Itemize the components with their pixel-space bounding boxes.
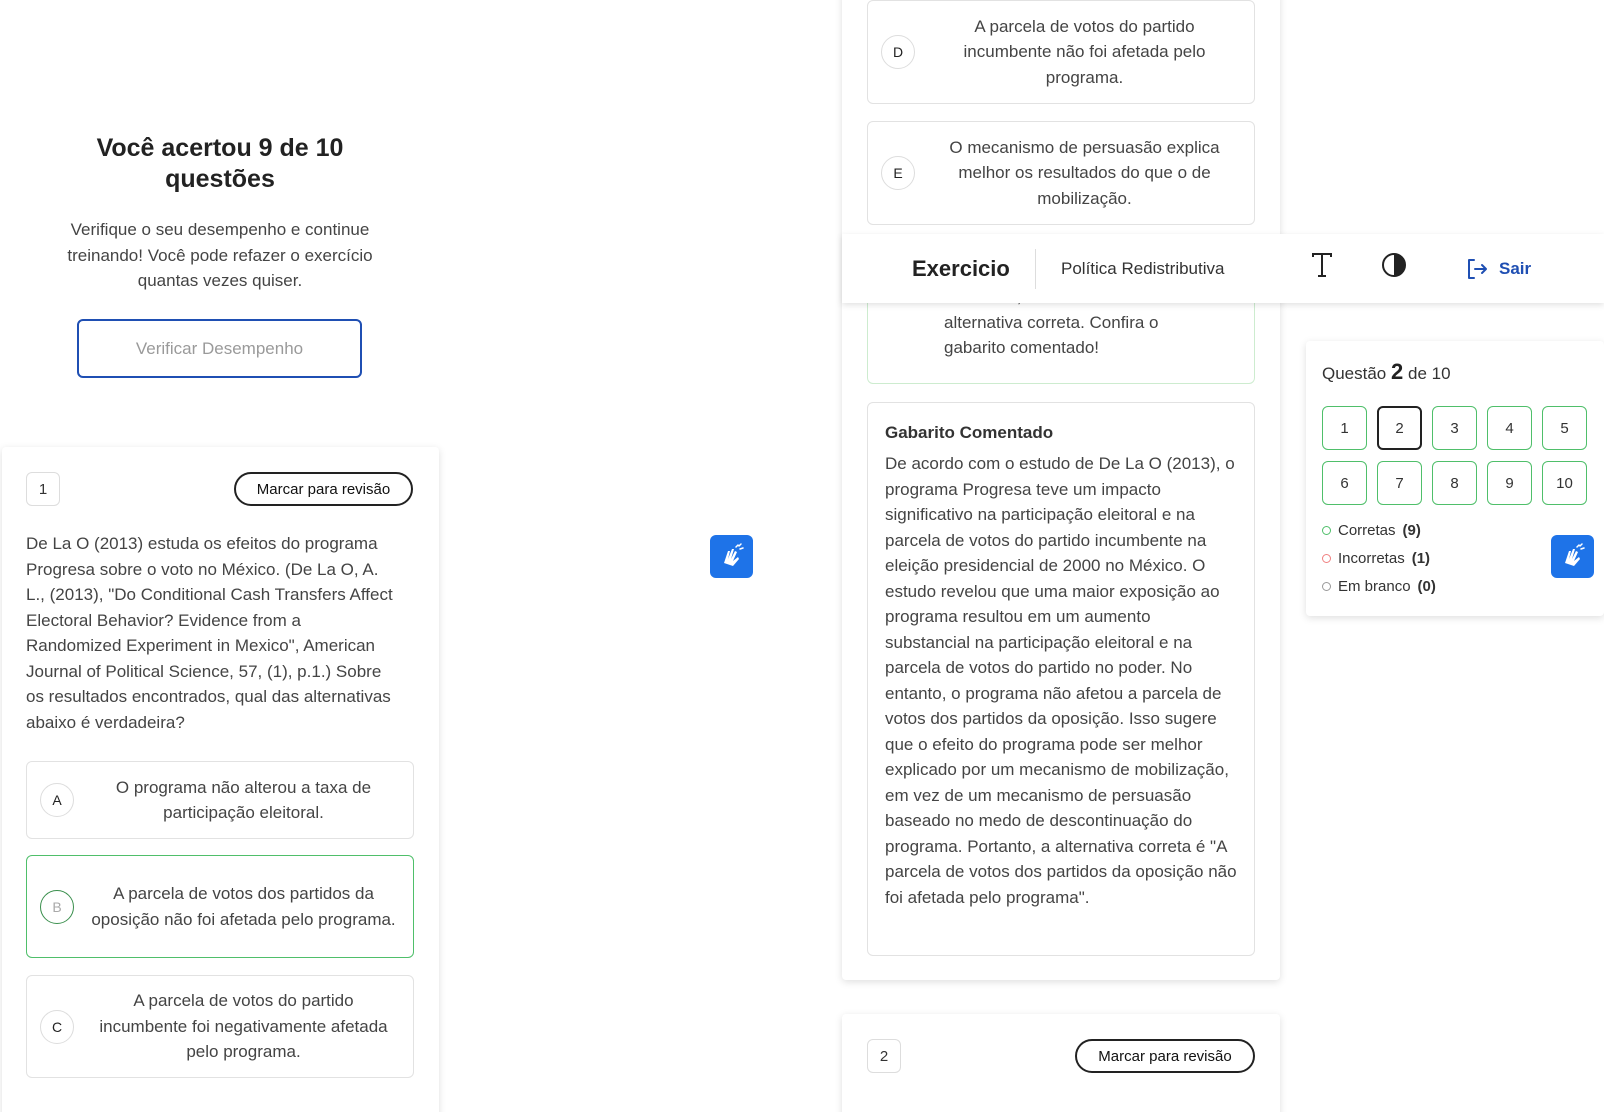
- contrast-icon[interactable]: [1358, 252, 1430, 285]
- legend-incorrect: Incorretas (1): [1322, 550, 1430, 567]
- feedback-text: alternativa correta. Confira o gabarito comentado!: [944, 312, 1159, 357]
- alternative-text: O programa não alterou a taxa de participação eleitoral.: [115, 777, 372, 822]
- alternative-d[interactable]: [867, 0, 1255, 104]
- question-card-2: [842, 1014, 1280, 1112]
- nav-question-10[interactable]: 10: [1542, 461, 1587, 505]
- sign-language-icon: [1559, 543, 1587, 571]
- alternative-letter: D: [881, 35, 915, 69]
- legend-correct: Corretas (9): [1322, 522, 1421, 539]
- nav-question-9[interactable]: 9: [1487, 461, 1532, 505]
- nav-question-7[interactable]: 7: [1377, 461, 1422, 505]
- correct-dot-icon: [1322, 526, 1331, 535]
- current-question: 2: [1391, 359, 1404, 384]
- alternative-b[interactable]: [26, 855, 414, 958]
- alternative-e[interactable]: [867, 121, 1255, 225]
- nav-question-6[interactable]: 6: [1322, 461, 1367, 505]
- nav-question-4[interactable]: 4: [1487, 406, 1532, 450]
- result-description: Verifique o seu desempenho e continue treinando! Você pode refazer o exercício quantas vezes quiser.: [67, 220, 373, 290]
- alternative-text: O mecanismo de persuasão explica melhor os resultados do que o de mobilização.: [949, 137, 1220, 208]
- alternative-a[interactable]: [26, 761, 414, 839]
- text-size-icon[interactable]: [1286, 252, 1358, 285]
- navigator-title: Questão 2 de 10: [1322, 359, 1451, 384]
- exit-label: Sair: [1499, 258, 1532, 278]
- commentary-title: Gabarito Comentado: [885, 423, 1054, 442]
- alternative-letter: E: [881, 156, 915, 190]
- sign-language-icon: [718, 543, 746, 571]
- libras-button[interactable]: [710, 535, 753, 578]
- exit-button[interactable]: [1465, 257, 1531, 281]
- blank-dot-icon: [1322, 582, 1331, 591]
- question-number: 1: [26, 472, 60, 506]
- header-title: Exercicio: [912, 255, 1010, 281]
- alternative-text: A parcela de votos do partido incumbente não foi afetada pelo programa.: [963, 16, 1206, 87]
- mark-for-review-button[interactable]: Marcar para revisão: [234, 472, 413, 506]
- question-card-left: [2, 447, 439, 1112]
- alternative-letter: A: [40, 783, 74, 817]
- libras-button-right[interactable]: [1551, 535, 1594, 578]
- alternative-letter: B: [40, 890, 74, 924]
- result-title: Você acertou 9 de 10 questões: [96, 134, 344, 193]
- nav-question-3[interactable]: 3: [1432, 406, 1477, 450]
- nav-question-5[interactable]: 5: [1542, 406, 1587, 450]
- header-divider: [1035, 249, 1036, 289]
- legend-blank: Em branco (0): [1322, 578, 1436, 595]
- header-subject: Política Redistributiva: [1061, 258, 1225, 278]
- incorrect-dot-icon: [1322, 554, 1331, 563]
- exercise-header: [842, 234, 1604, 303]
- nav-question-8[interactable]: 8: [1432, 461, 1477, 505]
- question-card-right: [842, 0, 1280, 980]
- logout-icon: [1465, 257, 1489, 281]
- alternative-letter: C: [40, 1010, 74, 1044]
- commentary-box: [867, 402, 1255, 956]
- verify-performance-button[interactable]: Verificar Desempenho: [77, 319, 362, 378]
- nav-question-1[interactable]: 1: [1322, 406, 1367, 450]
- question-number: 2: [867, 1039, 901, 1073]
- mark-for-review-button[interactable]: Marcar para revisão: [1075, 1039, 1255, 1073]
- alternative-c[interactable]: [26, 975, 414, 1078]
- commentary-text: De acordo com o estudo de De La O (2013), o programa Progresa teve um impacto significativo na participação eleitoral e na parcela de votos do partido incumbente na eleição presidencial de 2000 no México. O estudo revelou que uma maior exposição ao programa resultou em um aumento substancial na participação eleitoral e na parcela de votos do partido no poder. No entanto, o programa não afetou a parcela de votos dos partidos da oposição. Isso sugere que o efeito do programa pode ser melhor explicado por um mecanismo de mobilização, em vez de um mecanismo de persuasão baseado no medo de descontinuação do programa. Portanto, a alternativa correta é "A parcela de votos dos partidos da oposição não foi afetada pelo programa".: [885, 454, 1237, 907]
- nav-question-2[interactable]: 2: [1377, 406, 1422, 450]
- alternative-text: A parcela de votos dos partidos da oposição não foi afetada pelo programa.: [91, 884, 396, 929]
- question-text: De La O (2013) estuda os efeitos do programa Progresa sobre o voto no México. (De La O, A. L., (2013), "Do Conditional Cash Transfers Affect Electoral Behavior? Evidence from a Randomized Experiment in Mexico", American Journal of Political Science, 57, (1), p.1.) Sobre os resultados encontrados, qual das alternativas abaixo é verdadeira?: [26, 534, 393, 732]
- alternative-text: A parcela de votos do partido incumbente foi negativamente afetada pelo programa.: [99, 991, 388, 1062]
